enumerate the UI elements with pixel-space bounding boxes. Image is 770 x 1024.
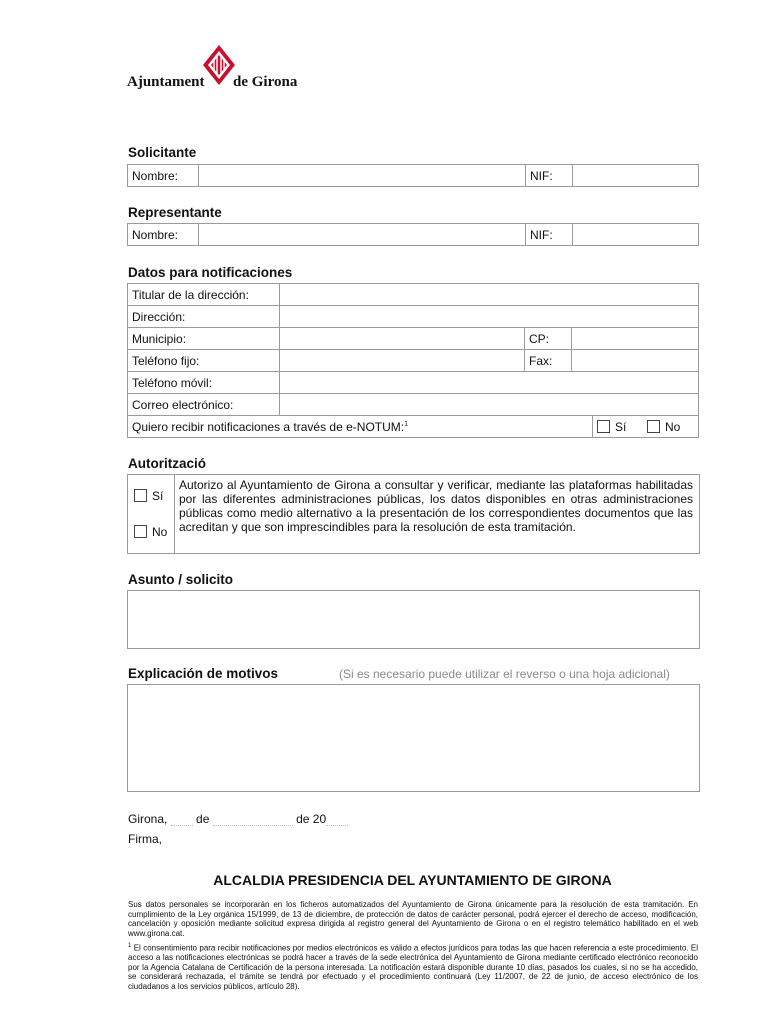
enotum-question <box>128 416 593 438</box>
logo-text-left: Ajuntament <box>127 74 205 90</box>
privacy-notice: Sus datos personales se incorporarán en los ficheros automatizados del Ayuntamiento de Girona únicamente para la resolución de esta tramitación. En cumplimiento de la Ley orgánica 15/1999, de 13 de diciembre, de protección de datos de carácter personal, podrá ejercer el derecho de acceso, modificación, cancelación y oposición mediante solicitud expresa dirigida al registro general del Ayuntamiento de Girona o en el registro telemático habilitado en el web www.girona.cat. <box>128 900 698 938</box>
telefono-movil-label: Teléfono móvil: <box>128 372 280 394</box>
section-title-notificaciones: Datos para notificaciones <box>128 265 293 280</box>
enotum-no-option[interactable] <box>637 416 699 438</box>
correo-input[interactable] <box>280 394 699 416</box>
si-label: Sí <box>152 489 164 503</box>
footnote-number: 1 <box>128 943 132 949</box>
autoritzacio-si-option[interactable] <box>134 489 163 503</box>
telefono-movil-input[interactable] <box>280 372 699 394</box>
section-title-solicitante: Solicitante <box>128 145 197 160</box>
no-label: No <box>152 525 168 539</box>
direccion-label: Dirección: <box>128 306 280 328</box>
city-label: Girona, <box>128 812 168 826</box>
notificaciones-table <box>127 283 699 416</box>
autoritzacio-si-checkbox[interactable] <box>134 489 147 502</box>
cp-label: CP: <box>525 328 572 350</box>
ajuntament-girona-logo <box>127 44 307 94</box>
telefono-fijo-input[interactable] <box>280 350 525 372</box>
section-title-explicacion: Explicación de motivos <box>128 666 279 681</box>
enotum-label: Quiero recibir notificaciones a través de e-NOTUM: <box>132 419 405 434</box>
telefono-fijo-label: Teléfono fijo: <box>128 350 280 372</box>
enotum-si-checkbox[interactable] <box>597 420 610 433</box>
logo-text-right: de Girona <box>233 74 298 90</box>
autoritzacio-no-checkbox[interactable] <box>134 525 147 538</box>
nif-label: NIF: <box>526 224 573 246</box>
titular-label: Titular de la dirección: <box>128 284 280 306</box>
asunto-textarea[interactable] <box>127 590 700 649</box>
footnote-ref: 1 <box>404 420 409 428</box>
nombre-label: Nombre: <box>128 165 199 187</box>
titular-input[interactable] <box>280 284 699 306</box>
solicitante-table <box>127 164 699 187</box>
explicacion-textarea[interactable] <box>127 684 700 792</box>
enotum-si-option[interactable] <box>593 416 638 438</box>
footnote-text: El consentimiento para recibir notificaciones por medios electrónicos es válido a efectos jurídicos para todas las que hacen referencia a este procedimiento. El acceso a las notificaciones electrónicas se podrá hacer a través de la sede electrónica del Ayuntamiento de Girona mediante certificado electrónico reconocido por la Agencia Catalana de Certificación de la persona interesada. La notificación estará disponible durante 10 días, pasados los cuales, si no se ha accedido, se considerará rechazada, el trámite se tendrá por efectuado y el procedimiento continuará (Ley 11/2007, de 22 de junio, de acceso electrónico de los ciudadanos a los servicios públicos, artículo 28). <box>128 943 698 992</box>
footer-heading: ALCALDIA PRESIDENCIA DEL AYUNTAMIENTO DE GIRONA <box>213 872 612 888</box>
representante-nif-input[interactable] <box>573 224 699 246</box>
direccion-input[interactable] <box>280 306 699 328</box>
year-blank[interactable] <box>326 825 348 826</box>
de-label: de <box>196 812 210 826</box>
autoritzacio-options <box>128 475 175 553</box>
representante-table <box>127 223 699 246</box>
cp-input[interactable] <box>572 328 699 350</box>
solicitante-nif-input[interactable] <box>573 165 699 187</box>
no-label: No <box>665 419 681 434</box>
enotum-table <box>127 415 699 438</box>
autoritzacio-text: Autorizo al Ayuntamiento de Girona a consultar y verificar, mediante las plataformas habilitadas por las diferentes administraciones públicas, los datos disponibles en otras administraciones públicas como medio alternativo a la presentación de los correspondientes documentos que las acreditan y que son imprescindibles para la resolución de esta tramitación. <box>179 478 693 534</box>
girona-crest-icon <box>202 44 236 88</box>
correo-label: Correo electrónico: <box>128 394 280 416</box>
enotum-no-checkbox[interactable] <box>647 420 660 433</box>
solicitante-nombre-input[interactable] <box>199 165 526 187</box>
explicacion-hint: (Si es necesario puede utilizar el reverso o una hoja adicional) <box>339 667 670 681</box>
year-prefix: de 20 <box>296 812 327 826</box>
footnote <box>128 942 698 992</box>
nif-label: NIF: <box>526 165 573 187</box>
day-blank[interactable] <box>171 825 193 826</box>
municipio-label: Municipio: <box>128 328 280 350</box>
section-title-autoritzacio: Autorització <box>128 456 207 471</box>
fax-input[interactable] <box>572 350 699 372</box>
municipio-input[interactable] <box>280 328 525 350</box>
representante-nombre-input[interactable] <box>199 224 526 246</box>
autoritzacio-no-option[interactable] <box>134 525 167 539</box>
month-blank[interactable] <box>213 825 293 826</box>
si-label: Sí <box>615 419 627 434</box>
date-line <box>128 812 348 826</box>
section-title-asunto: Asunto / solicito <box>128 572 234 587</box>
section-title-representante: Representante <box>128 205 222 220</box>
firma-label: Firma, <box>128 832 162 846</box>
nombre-label: Nombre: <box>128 224 199 246</box>
fax-label: Fax: <box>525 350 572 372</box>
autoritzacio-box <box>127 474 700 554</box>
